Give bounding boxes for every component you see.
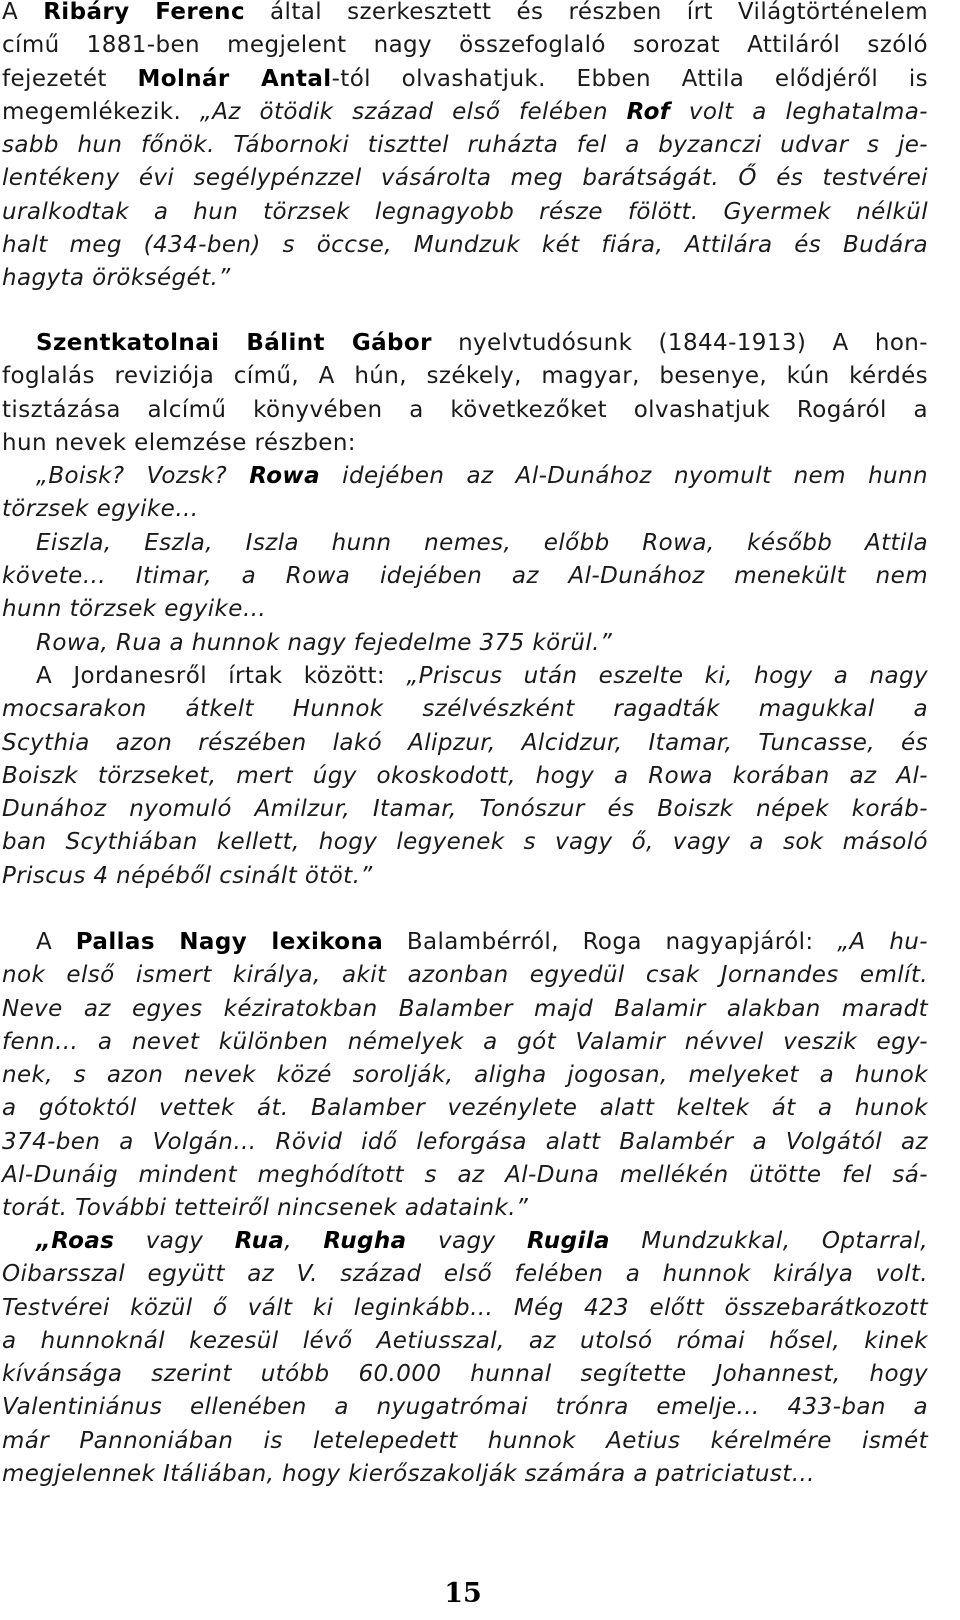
name-highlight: Rof [626, 98, 671, 125]
text-line: követe… Itimar, a Rowa idejében az Al-Dunához menekült nem [2, 563, 928, 590]
text-line: lentékeny évi segélypénzzel vásárolta meg barátságát. Ő és testvérei [2, 165, 928, 192]
text-line: mocsarakon átkelt Hunnok szélvészként ragadták magukkal a [2, 696, 928, 723]
text-line: fejezetét Molnár Antal-tól olvashatjuk. Ebben Attila elődjéről is [2, 65, 928, 92]
text-line: halt meg (434-ben) s öccse, Mundzuk két fiára, Attilára és Budára [2, 232, 928, 259]
name-highlight: Rua [234, 1228, 285, 1254]
text-line: Scythia azon részében lakó Alipzur, Alcidzur, Itamar, Tuncasse, és [2, 729, 928, 756]
text-line: hun nevek elemzése részben: [2, 429, 356, 456]
text-line: Dunához nyomuló Amilzur, Itamar, Tonószur és Boiszk népek koráb- [2, 796, 928, 823]
text-line: uralkodtak a hun törzsek legnagyobb része fölött. Gyermek nélkül [2, 198, 928, 225]
text-line: kívánsága szerint utóbb 60.000 hunnal segítette Johannest, hogy [2, 1361, 928, 1388]
text-line: nek, s azon nevek közé sorolják, aligha jogosan, melyeket a hunok [2, 1062, 928, 1089]
text-line: Priscus 4 népéből csinált ötöt.” [2, 862, 373, 889]
text-line: torát. További tetteiről nincsenek adataink.” [2, 1195, 529, 1222]
text-line: fenn… a nevet különben némelyek a gót Valamir névvel veszik egy- [2, 1028, 928, 1055]
text-line: már Pannoniában is letelepedett hunnok Aetius kérelmére ismét [2, 1427, 928, 1454]
text-line: megemlékezik. „Az ötödik század első felében Rof volt a leghatalma- [2, 98, 928, 125]
text-line: nok első ismert királya, akit azonban egyedül csak Jornandes említ. [2, 962, 928, 989]
text-line: Valentiniánus ellenében a nyugatrómai trónra emelje… 433-ban a [2, 1394, 928, 1421]
text-line: a gótoktól vettek át. Balamber vezénylete alatt keltek át a hunok [2, 1095, 928, 1122]
author-name: Szentkatolnai Bálint Gábor [36, 330, 432, 356]
text-line: foglalás reviziója című, A hún, székely, magyar, besenye, kún kérdés [2, 363, 928, 390]
name-highlight: Rugila [526, 1228, 610, 1254]
text-line: hagyta örökségét.” [2, 265, 231, 292]
text-line: A Jordanesről írtak között: „Priscus után eszelte ki, hogy a nagy [36, 663, 929, 689]
author-name: Molnár Antal [137, 65, 332, 92]
text-line: 374-ben a Volgán… Rövid idő leforgása alatt Balambér a Volgától az [2, 1128, 928, 1155]
text-line: Rowa, Rua a hunnok nagy fejedelme 375 körül.” [36, 629, 613, 656]
paragraph-pallas [2, 926, 928, 1226]
author-name: Ribáry Ferenc [43, 0, 245, 25]
text-line: Testvérei közül ő vált ki leginkább… Még 423 előtt összebarátkozott [2, 1294, 928, 1321]
text-line: A Ribáry Ferenc által szerkesztett és részben írt Világtörténelem [2, 0, 928, 25]
text-line: Neve az egyes kéziratokban Balamber majd Balamir alakban maradt [2, 995, 928, 1022]
text-line: tisztázása alcímű könyvében a következőket olvashatjuk Rogáról a [2, 396, 928, 423]
text-line: „Roas vagy Rua, Rugha vagy Rugila Mundzukkal, Optarral, [36, 1228, 928, 1254]
text-line: a hunnoknál kezesül lévő Aetiusszal, az utolsó római hősel, kinek [2, 1327, 928, 1354]
text-line: Boiszk törzseket, mert úgy okoskodott, hogy a Rowa korában az Al- [2, 762, 928, 789]
text-line: A Pallas Nagy lexikona Balambérról, Roga nagyapjáról: „A hu- [36, 929, 928, 955]
text-line: Oibarsszal együtt az V. század első felében a hunnok királya volt. [2, 1261, 928, 1288]
text-line: Al-Dunáig mindent meghódított s az Al-Duna mellékén ütötte fel sá- [2, 1162, 928, 1189]
text-line: sabb hun főnök. Tábornoki tiszttel ruházta fel a byzanczi udvar s je- [2, 132, 928, 159]
text-line: ban Scythiában kellett, hogy legyenek s vagy ő, vagy a sok másoló [2, 829, 928, 856]
name-highlight: Rugha [323, 1228, 407, 1254]
text-line: Eiszla, Eszla, Iszla hunn nemes, előbb Rowa, később Attila [36, 529, 928, 556]
source-name: Pallas Nagy lexikona [75, 929, 384, 955]
text-line: „Boisk? Vozsk? Rowa idejében az Al-Dunához nyomult nem hunn [36, 463, 928, 490]
paragraph-szentkatolnai [2, 327, 928, 660]
text-line: Szentkatolnai Bálint Gábor nyelvtudósunk (1844-1913) A hon- [36, 330, 928, 356]
name-highlight: Rowa [249, 463, 320, 490]
text-line: törzsek egyike… [2, 496, 199, 523]
text-line: című 1881-ben megjelent nagy összefoglaló sorozat Attiláról szóló [2, 32, 928, 59]
paragraph-roas [2, 1225, 928, 1491]
paragraph-jordanes [2, 660, 928, 893]
page-number: 15 [444, 1578, 482, 1609]
text-line: hunn törzsek egyike… [2, 596, 267, 623]
paragraph-ribary [2, 0, 928, 296]
name-highlight: „Roas [36, 1228, 115, 1254]
text-line: megjelennek Itáliában, hogy kierőszakolják számára a patriciatust… [2, 1461, 816, 1488]
